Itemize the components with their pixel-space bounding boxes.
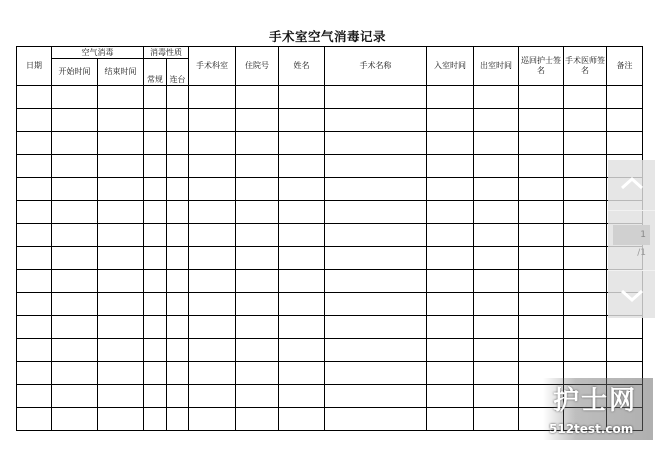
table-cell xyxy=(236,155,279,178)
table-cell xyxy=(474,362,519,385)
table-cell xyxy=(52,362,98,385)
table-cell xyxy=(236,362,279,385)
table-cell xyxy=(279,155,325,178)
table-cell xyxy=(519,339,564,362)
table-cell xyxy=(17,178,52,201)
divider xyxy=(608,270,655,271)
divider xyxy=(608,210,655,211)
table-cell xyxy=(427,270,474,293)
table-cell xyxy=(144,155,167,178)
table-cell xyxy=(279,293,325,316)
table-cell xyxy=(144,339,167,362)
table-cell xyxy=(564,155,607,178)
table-cell xyxy=(427,316,474,339)
table-cell xyxy=(189,178,236,201)
table-cell xyxy=(17,339,52,362)
table-row xyxy=(17,293,643,316)
table-cell xyxy=(427,109,474,132)
table-cell xyxy=(167,155,189,178)
table-cell xyxy=(519,293,564,316)
table-cell xyxy=(474,270,519,293)
table-cell xyxy=(17,132,52,155)
table-cell xyxy=(144,362,167,385)
table-cell xyxy=(519,109,564,132)
table-cell xyxy=(325,155,427,178)
table-cell xyxy=(98,86,144,109)
header-surgeon-signature: 手术医师签名 xyxy=(564,47,607,86)
table-cell xyxy=(519,247,564,270)
table-cell xyxy=(564,339,607,362)
table-cell xyxy=(519,86,564,109)
table-cell xyxy=(427,339,474,362)
next-page-button[interactable] xyxy=(608,274,655,318)
table-cell xyxy=(52,408,98,431)
table-cell xyxy=(427,201,474,224)
table-cell xyxy=(564,293,607,316)
table-cell xyxy=(167,362,189,385)
table-cell xyxy=(325,224,427,247)
table-cell xyxy=(98,109,144,132)
table-cell xyxy=(474,293,519,316)
table-cell xyxy=(236,408,279,431)
table-cell xyxy=(427,178,474,201)
header-in-time: 入室时间 xyxy=(427,47,474,86)
table-cell xyxy=(17,224,52,247)
table-cell xyxy=(564,224,607,247)
table-cell xyxy=(167,247,189,270)
table-cell xyxy=(167,408,189,431)
table-cell xyxy=(607,316,643,339)
table-cell xyxy=(167,132,189,155)
table-cell xyxy=(279,201,325,224)
table-cell xyxy=(607,339,643,362)
header-nurse-signature: 巡回护士签名 xyxy=(519,47,564,86)
table-cell xyxy=(325,178,427,201)
table-cell xyxy=(98,270,144,293)
header-date: 日期 xyxy=(17,47,52,86)
table-cell xyxy=(564,86,607,109)
header-routine: 常规 xyxy=(144,59,167,86)
table-cell xyxy=(189,316,236,339)
table-cell xyxy=(189,132,236,155)
table-cell xyxy=(279,339,325,362)
page-total: /1 xyxy=(637,248,646,258)
table-cell xyxy=(564,132,607,155)
table-cell xyxy=(52,293,98,316)
table-cell xyxy=(17,408,52,431)
header-admission-no: 住院号 xyxy=(236,47,279,86)
page-navigator xyxy=(608,160,655,318)
header-start-time: 开始时间 xyxy=(52,59,98,86)
table-cell xyxy=(144,385,167,408)
table-cell xyxy=(325,385,427,408)
table-cell xyxy=(474,247,519,270)
previous-page-button[interactable] xyxy=(608,160,655,206)
header-surgical-dept: 手术科室 xyxy=(189,47,236,86)
table-cell xyxy=(519,270,564,293)
table-cell xyxy=(519,155,564,178)
table-cell xyxy=(52,316,98,339)
table-cell xyxy=(52,270,98,293)
table-row xyxy=(17,132,643,155)
table-cell xyxy=(189,293,236,316)
table-cell xyxy=(474,224,519,247)
table-cell xyxy=(98,132,144,155)
table-cell xyxy=(189,155,236,178)
table-cell xyxy=(325,362,427,385)
table-cell xyxy=(325,270,427,293)
table-cell xyxy=(189,362,236,385)
table-cell xyxy=(474,109,519,132)
table-cell xyxy=(98,293,144,316)
table-cell xyxy=(279,362,325,385)
table-cell xyxy=(98,178,144,201)
watermark-logo-text: 护士网 xyxy=(553,386,638,416)
table-row xyxy=(17,224,643,247)
table-cell xyxy=(607,132,643,155)
table-cell xyxy=(427,132,474,155)
table-cell xyxy=(17,86,52,109)
table-cell xyxy=(279,408,325,431)
table-cell xyxy=(236,293,279,316)
table-cell xyxy=(98,408,144,431)
table-cell xyxy=(236,86,279,109)
table-cell xyxy=(52,339,98,362)
table-cell xyxy=(236,339,279,362)
table-cell xyxy=(427,362,474,385)
table-cell xyxy=(52,132,98,155)
table-cell xyxy=(98,201,144,224)
table-cell xyxy=(17,362,52,385)
table-cell xyxy=(144,316,167,339)
table-cell xyxy=(325,109,427,132)
table-cell xyxy=(189,247,236,270)
table-cell xyxy=(144,270,167,293)
table-cell xyxy=(474,201,519,224)
table-cell xyxy=(519,132,564,155)
header-out-time: 出室时间 xyxy=(474,47,519,86)
table-cell xyxy=(189,385,236,408)
table-cell xyxy=(474,385,519,408)
table-cell xyxy=(98,362,144,385)
table-row xyxy=(17,109,643,132)
table-cell xyxy=(98,224,144,247)
table-cell xyxy=(17,385,52,408)
table-cell xyxy=(189,339,236,362)
table-cell xyxy=(474,86,519,109)
table-cell xyxy=(167,385,189,408)
table-row xyxy=(17,270,643,293)
table-row xyxy=(17,86,643,109)
table-cell xyxy=(52,224,98,247)
table-cell xyxy=(98,316,144,339)
disinfection-log-table xyxy=(16,46,643,431)
table-cell xyxy=(167,201,189,224)
table-cell xyxy=(279,224,325,247)
table-cell xyxy=(144,132,167,155)
table-cell xyxy=(144,224,167,247)
table-cell xyxy=(17,201,52,224)
table-cell xyxy=(474,132,519,155)
table-cell xyxy=(325,132,427,155)
table-cell xyxy=(17,270,52,293)
table-cell xyxy=(17,109,52,132)
table-cell xyxy=(52,86,98,109)
table-cell xyxy=(474,155,519,178)
table-cell xyxy=(519,178,564,201)
table-cell xyxy=(325,293,427,316)
header-remarks: 备注 xyxy=(607,47,643,86)
table-cell xyxy=(279,270,325,293)
table-cell xyxy=(325,408,427,431)
table-row xyxy=(17,247,643,270)
table-cell xyxy=(52,109,98,132)
table-cell xyxy=(236,201,279,224)
table-cell xyxy=(564,247,607,270)
table-cell xyxy=(167,224,189,247)
table-row xyxy=(17,316,643,339)
table-cell xyxy=(325,339,427,362)
table-cell xyxy=(189,270,236,293)
table-cell xyxy=(189,224,236,247)
table-cell xyxy=(167,293,189,316)
table-cell xyxy=(144,408,167,431)
table-cell xyxy=(167,178,189,201)
table-cell xyxy=(325,316,427,339)
table-cell xyxy=(427,155,474,178)
table-cell xyxy=(564,201,607,224)
table-cell xyxy=(427,293,474,316)
table-row xyxy=(17,201,643,224)
table-cell xyxy=(236,224,279,247)
table-cell xyxy=(564,178,607,201)
table-cell xyxy=(325,86,427,109)
watermark-url: 512test.com xyxy=(549,422,634,436)
table-cell xyxy=(564,109,607,132)
table-cell xyxy=(98,155,144,178)
table-cell xyxy=(236,385,279,408)
table-cell xyxy=(474,316,519,339)
table-cell xyxy=(519,316,564,339)
table-cell xyxy=(279,132,325,155)
table-cell xyxy=(427,408,474,431)
table-cell xyxy=(144,178,167,201)
table-cell xyxy=(144,201,167,224)
table-cell xyxy=(167,316,189,339)
table-cell xyxy=(98,339,144,362)
table-cell xyxy=(279,247,325,270)
table-cell xyxy=(17,155,52,178)
table-cell xyxy=(189,408,236,431)
chevron-down-icon xyxy=(620,289,644,303)
table-cell xyxy=(279,178,325,201)
header-name: 姓名 xyxy=(279,47,325,86)
table-cell xyxy=(474,178,519,201)
table-cell xyxy=(519,201,564,224)
table-cell xyxy=(279,109,325,132)
table-cell xyxy=(98,385,144,408)
table-cell xyxy=(279,86,325,109)
table-cell xyxy=(519,224,564,247)
table-cell xyxy=(17,316,52,339)
table-cell xyxy=(236,247,279,270)
table-cell xyxy=(236,178,279,201)
table-cell xyxy=(167,339,189,362)
table-cell xyxy=(236,132,279,155)
table-cell xyxy=(52,385,98,408)
table-cell xyxy=(427,86,474,109)
header-end-time: 结束时间 xyxy=(98,59,144,86)
table-cell xyxy=(17,293,52,316)
site-watermark xyxy=(543,378,653,440)
table-cell xyxy=(236,270,279,293)
table-cell xyxy=(189,201,236,224)
table-cell xyxy=(189,86,236,109)
table-row xyxy=(17,339,643,362)
table-cell xyxy=(607,86,643,109)
table-row xyxy=(17,178,643,201)
table-cell xyxy=(144,109,167,132)
table-cell xyxy=(189,109,236,132)
page-number-input[interactable]: 1 xyxy=(613,225,650,245)
chevron-up-icon xyxy=(620,176,644,190)
header-air-disinfection: 空气消毒 xyxy=(52,47,144,59)
table-cell xyxy=(52,178,98,201)
table-cell xyxy=(98,247,144,270)
header-disinfection-nature: 消毒性质 xyxy=(144,47,189,59)
table-cell xyxy=(236,109,279,132)
table-cell xyxy=(17,247,52,270)
table-cell xyxy=(607,109,643,132)
table-row xyxy=(17,155,643,178)
table-cell xyxy=(325,201,427,224)
header-consecutive: 连台 xyxy=(167,59,189,86)
table-cell xyxy=(427,224,474,247)
header-operation-name: 手术名称 xyxy=(325,47,427,86)
table-cell xyxy=(564,270,607,293)
table-cell xyxy=(144,247,167,270)
table-cell xyxy=(427,385,474,408)
table-cell xyxy=(236,316,279,339)
table-cell xyxy=(52,247,98,270)
table-cell xyxy=(325,247,427,270)
table-cell xyxy=(167,270,189,293)
table-cell xyxy=(167,109,189,132)
table-cell xyxy=(427,247,474,270)
table-cell xyxy=(144,293,167,316)
table-cell xyxy=(474,339,519,362)
table-cell xyxy=(167,86,189,109)
table-cell xyxy=(474,408,519,431)
table-cell xyxy=(144,86,167,109)
table-cell xyxy=(52,201,98,224)
document-title: 手术室空气消毒记录 xyxy=(268,29,386,44)
table-cell xyxy=(564,316,607,339)
table-cell xyxy=(279,385,325,408)
table-cell xyxy=(279,316,325,339)
table-cell xyxy=(52,155,98,178)
